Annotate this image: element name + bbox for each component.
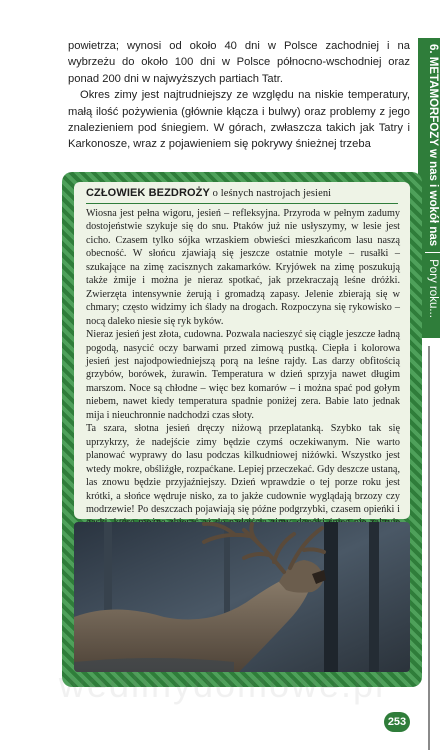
sidebar-box-title	[86, 187, 331, 199]
sidebar-box-title-main: CZŁOWIEK BEZDROŻY	[86, 187, 210, 199]
sidebar-box	[62, 172, 422, 687]
body-paragraph-1: powietrza; wynosi od około 40 dni w Polsce zachodniej i na wybrzeżu do około 100 dni w Polsce północno-wschodniej oraz ponad 200 dni w najwyższych partiach Tatr.	[68, 40, 410, 85]
box-paragraph-2: Nieraz jesień jest złota, cudowna. Pozwala nacieszyć się ciągle jeszcze ładną pogodą, nasycić oczy barwami przed zimową pustką. Ciepła i kolorowa jesień jest najodpowiedniejszą porą na leśne rajdy. Las darzy obfitością grzybów, borówek, żurawin. Temperatura w dzień sprzyja nawet długim marszom. Noce są chłodne – więc bez komarów – i można spać pod gołym niebem, nawet kiedy temperatura spadnie poniżej zera. Babie lato jednak mija i nieuchronnie nadchodzi czas słoty.	[86, 329, 400, 421]
section-title: Pory roku...	[427, 259, 439, 318]
sidebar-box-title-rule	[86, 203, 398, 204]
box-paragraph-1: Wiosna jest pełna wigoru, jesień – refleksyjna. Przyroda w pełnym zadumy dostojeństwie szykuje się do snu. Ptaków już nie usłyszymy, w lesie jest cicho. Czasem tylko sójka wrzaskiem obwieści mieszkańcom lasu naszą obecność. W słońcu zjawiają się jeszcze ostatnie motyle – rusałki – szukające na zimę zacisznych zakamarków. Kryjówek na zimę poszukują także żmije i można je nieraz spotkać, jak przekraczają leśne dróżki. Zwierzęta intensywnie żerują i gromadzą zapasy. Jelenie zbierają się w chmary; często widzimy ich ślady na drogach. Rozpoczyna się rykowisko – nocą daleko niesie się ryk byków.	[86, 208, 400, 327]
chapter-title: 6. METAMORFOZY w nas i wokół nas	[427, 44, 439, 247]
body-text	[68, 38, 410, 153]
deer-photo	[74, 522, 410, 672]
sidebar-box-content	[74, 182, 410, 519]
body-paragraph-2: Okres zimy jest najtrudniejszy ze względu na niskie temperatury, małą ilość pożywienia (głównie kłącza i bulwy) oraz problemy z jego znalezieniem pod śniegiem. W górach, zwłaszcza takich jak Tatry i Karkonosze, wraz z pojawieniem się pokrywy śnieżnej trzeba	[68, 89, 410, 151]
sidebar-box-title-sub: o leśnych nastrojach jesieni	[209, 188, 332, 199]
chapter-separator	[425, 252, 441, 253]
roaring-stag-image	[74, 522, 410, 672]
sidebar-box-text	[86, 207, 400, 543]
box-paragraph-3: Ta szara, słotna jesień dręczy niżową przeplatanką. Szybko tak się uprzykrzy, że nadejście zimy będzie czymś oczekiwanym. Nie warto planować wyprawy do lasu podczas kilkudniowej niżówki. Wszystko jest wtedy mokre, obśliźgłe, rozpaćkane. Lepiej przeczekać. Gdy deszcze ustaną, las znowu będzie przyjaźniejszy. Dzień wprawdzie o tej porze roku jest krótki, a słońce wędruje nisko, za to jakże cudownie wyglądają brzozy czy modrzewie! Po deszczach pojawiają się późne podgrzybki, czasem opieńki i	[86, 423, 400, 515]
page-number: 253	[384, 712, 410, 732]
watermark: wedlinydomowe.pl	[58, 664, 386, 705]
